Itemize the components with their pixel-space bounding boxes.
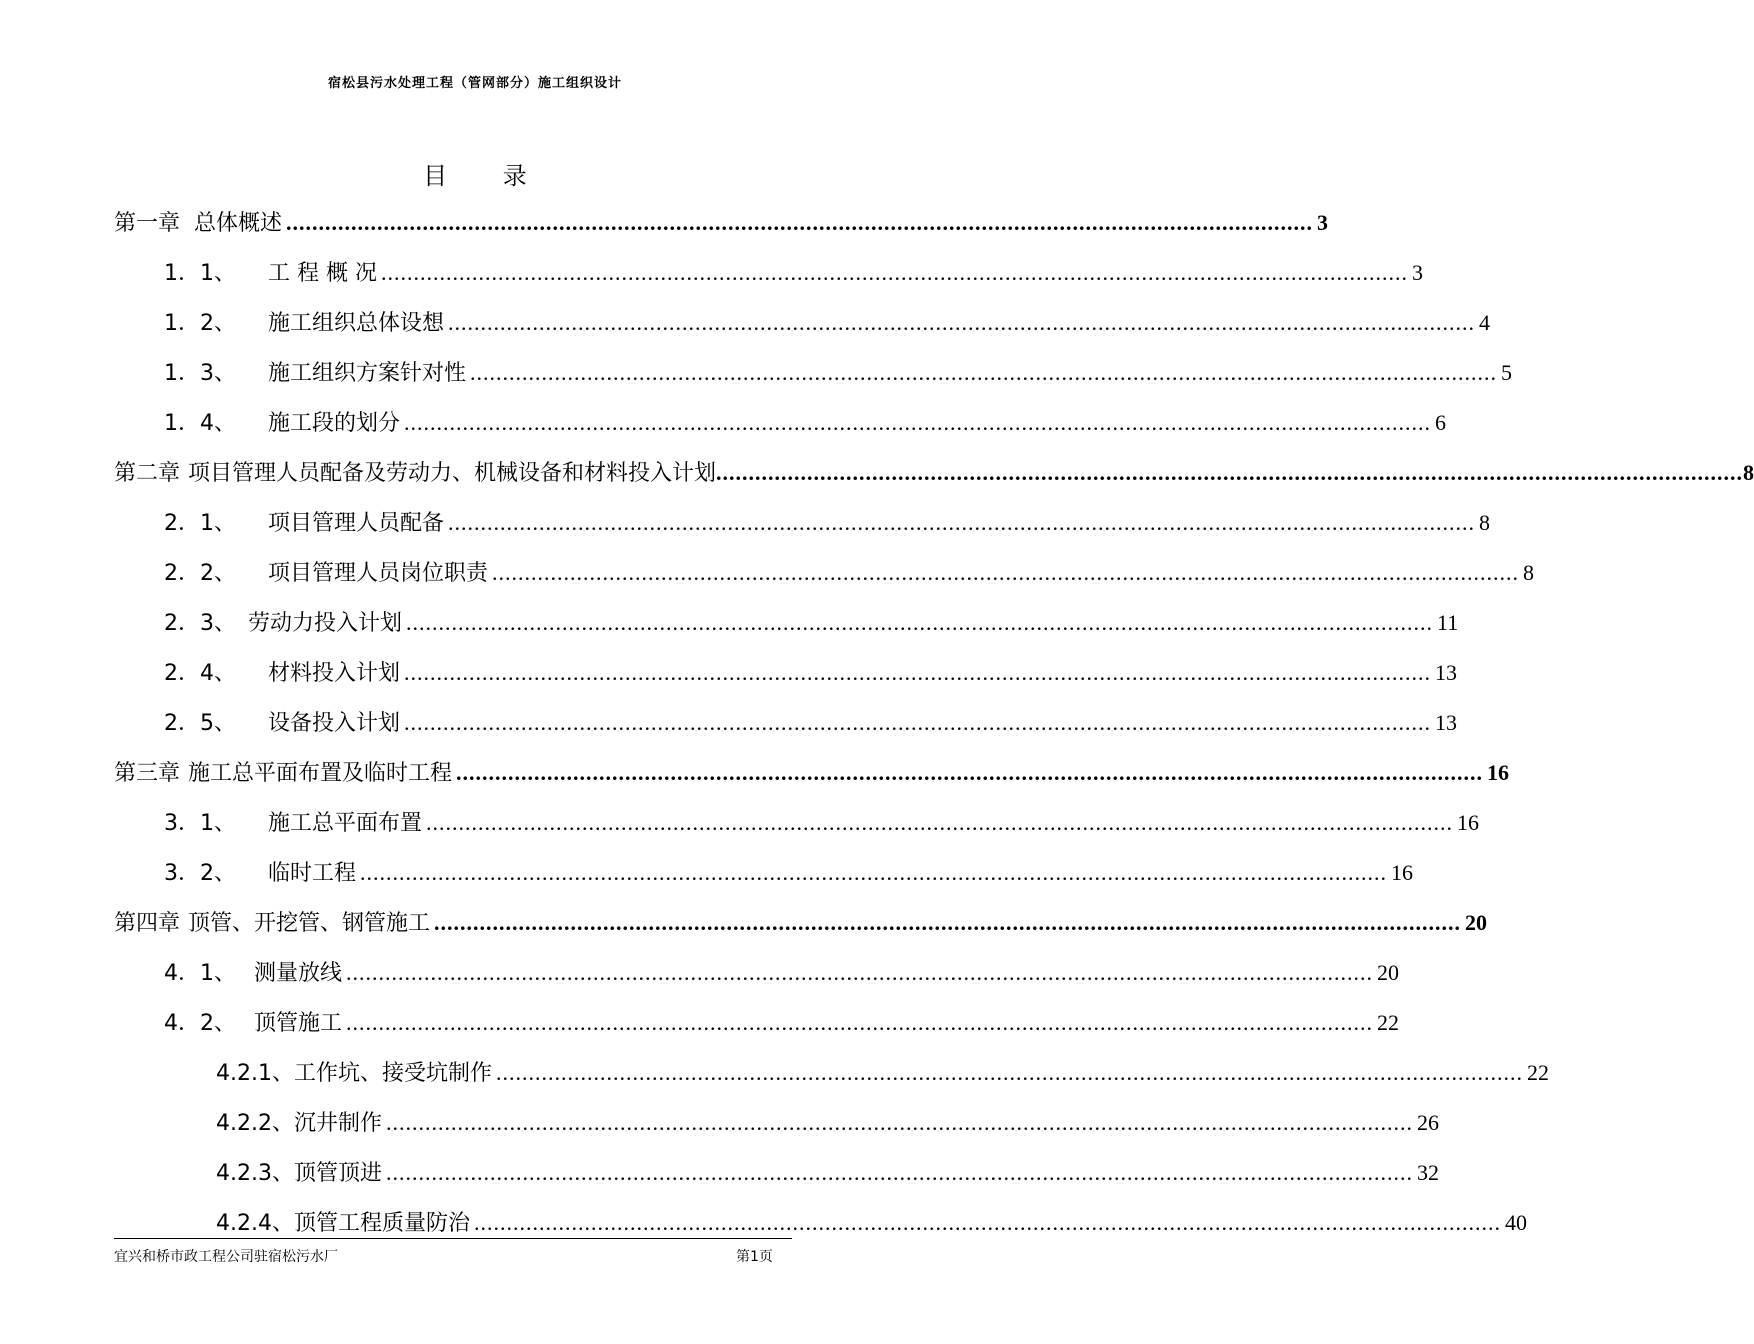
toc-entry-chapter-2[interactable] (0, 448, 1754, 498)
toc-entry-page: 20 (1465, 910, 1488, 935)
toc-entry-number: 1．4、 (164, 411, 236, 436)
toc-dot-leader: .............................................................................................................................................................. (473, 1210, 1501, 1235)
toc-dot-leader: .............................................................................................................................................................. (448, 510, 1476, 535)
toc-entry-4-2-2[interactable] (0, 1098, 1439, 1148)
toc-dot-leader: .............................................................................................................................................................. (286, 210, 1314, 235)
toc-dot-leader: .............................................................................................................................................................. (456, 760, 1484, 785)
toc-entry-label: 4.2.4、顶管工程质量防治 (216, 1211, 470, 1236)
running-header: 宿松县污水处理工程（管网部分）施工组织设计 (327, 76, 622, 91)
toc-entry-label: 4.2.2、沉井制作 (216, 1111, 382, 1136)
toc-entry-page: 16 (1391, 860, 1414, 885)
toc-entry-1-2[interactable] (0, 298, 1491, 348)
toc-dot-leader: .............................................................................................................................................................. (404, 410, 1432, 435)
toc-entry-label: 临时工程 (268, 861, 357, 886)
toc-dot-leader: .............................................................................................................................................................. (495, 1060, 1523, 1085)
toc-entry-label: 工 程 概 况 (268, 261, 377, 286)
toc-entry-label: 4.2.3、顶管顶进 (216, 1161, 382, 1186)
toc-entry-4-2-3[interactable] (0, 1148, 1439, 1198)
toc-entry-page: 3 (1317, 210, 1329, 235)
toc-entry-label: 测量放线 (254, 961, 343, 986)
toc-entry-label: 项目管理人员配备 (268, 511, 445, 536)
toc-dot-leader: .............................................................................................................................................................. (380, 260, 1408, 285)
toc-entry-label: 设备投入计划 (268, 711, 401, 736)
toc-entry-4-2[interactable] (0, 998, 1400, 1048)
toc-dot-leader: .............................................................................................................................................................. (404, 660, 1432, 685)
toc-entry-page: 22 (1377, 1010, 1400, 1035)
toc-entry-label: 施工总平面布置及临时工程 (188, 761, 453, 786)
toc-dot-leader: .............................................................................................................................................................. (492, 560, 1520, 585)
toc-entry-number: 1．1、 (164, 261, 236, 286)
toc-dot-leader: .............................................................................................................................................................. (385, 1110, 1413, 1135)
toc-dot-leader: .............................................................................................................................................................. (716, 460, 1744, 485)
toc-entry-number: 2．2、 (164, 561, 236, 586)
toc-entry-chapter-4[interactable] (0, 898, 1488, 948)
toc-entry-label: 总体概述 (194, 211, 283, 236)
toc-entry-page: 13 (1435, 710, 1458, 735)
toc-dot-leader: .............................................................................................................................................................. (404, 710, 1432, 735)
toc-entry-page: 4 (1479, 310, 1491, 335)
toc-entry-label: 劳动力投入计划 (248, 611, 403, 636)
toc-entry-page: 26 (1416, 1110, 1439, 1135)
toc-entry-4-2-4[interactable] (0, 1198, 1527, 1248)
toc-entry-3-1[interactable] (0, 798, 1480, 848)
toc-entry-2-2[interactable] (0, 548, 1535, 598)
toc-entry-page: 8 (1523, 560, 1535, 585)
toc-entry-label: 项目管理人员岗位职责 (268, 561, 489, 586)
toc-dot-leader: .............................................................................................................................................................. (346, 960, 1374, 985)
toc-entry-2-1[interactable] (0, 498, 1491, 548)
toc-entry-page: 16 (1487, 760, 1510, 785)
toc-entry-1-4[interactable] (0, 398, 1447, 448)
footer-divider (114, 1238, 792, 1239)
toc-entry-page: 16 (1457, 810, 1480, 835)
toc-entry-number: 2．1、 (164, 511, 236, 536)
toc-dot-leader: .............................................................................................................................................................. (426, 810, 1454, 835)
toc-entry-page: 11 (1437, 610, 1459, 635)
toc-entry-page: 6 (1435, 410, 1447, 435)
footer-page-number: 第1页 (736, 1249, 773, 1265)
toc-entry-label: 施工总平面布置 (268, 811, 423, 836)
table-of-contents (0, 198, 1754, 1248)
toc-entry-number: 1．2、 (164, 311, 236, 336)
toc-entry-number: 第四章 (114, 911, 181, 936)
toc-dot-leader: .............................................................................................................................................................. (360, 860, 1388, 885)
toc-entry-1-1[interactable] (0, 248, 1423, 298)
toc-entry-number: 2．5、 (164, 711, 236, 736)
toc-entry-page: 32 (1416, 1160, 1439, 1185)
toc-entry-label: 施工段的划分 (268, 411, 401, 436)
toc-entry-4-2-1[interactable] (0, 1048, 1549, 1098)
toc-entry-page: 3 (1411, 260, 1423, 285)
toc-title: 目 录 (423, 162, 551, 190)
toc-entry-page: 13 (1435, 660, 1458, 685)
toc-entry-chapter-3[interactable] (0, 748, 1510, 798)
toc-entry-label: 项目管理人员配备及劳动力、机械设备和材料投入计划 (188, 461, 717, 486)
toc-entry-number: 4．1、 (164, 961, 236, 986)
toc-entry-page: 8 (1479, 510, 1491, 535)
toc-entry-label: 施工组织总体设想 (268, 311, 445, 336)
toc-entry-label: 顶管施工 (254, 1011, 343, 1036)
toc-entry-label: 4.2.1、工作坑、接受坑制作 (216, 1061, 492, 1086)
toc-dot-leader: .............................................................................................................................................................. (434, 910, 1462, 935)
toc-entry-number: 第二章 (114, 461, 181, 486)
toc-entry-number: 4．2、 (164, 1011, 236, 1036)
toc-entry-2-3[interactable] (0, 598, 1459, 648)
toc-entry-page: 22 (1526, 1060, 1549, 1085)
toc-entry-number: 2．4、 (164, 661, 236, 686)
toc-entry-label: 施工组织方案针对性 (268, 361, 467, 386)
toc-entry-number: 3．1、 (164, 811, 236, 836)
toc-entry-page: 5 (1501, 360, 1513, 385)
toc-dot-leader: .............................................................................................................................................................. (346, 1010, 1374, 1035)
toc-entry-2-5[interactable] (0, 698, 1458, 748)
toc-dot-leader: .............................................................................................................................................................. (470, 360, 1498, 385)
toc-entry-page: 8 (1743, 460, 1754, 485)
toc-entry-page: 20 (1377, 960, 1400, 985)
toc-entry-label: 材料投入计划 (268, 661, 401, 686)
toc-entry-number: 2．3、 (164, 611, 236, 636)
toc-entry-chapter-1[interactable] (0, 198, 1329, 248)
footer-company: 宜兴和桥市政工程公司驻宿松污水厂 (114, 1249, 338, 1265)
toc-entry-number: 3．2、 (164, 861, 236, 886)
toc-entry-4-1[interactable] (0, 948, 1400, 998)
toc-entry-label: 顶管、开挖管、钢管施工 (188, 911, 431, 936)
toc-entry-2-4[interactable] (0, 648, 1458, 698)
toc-entry-number: 第三章 (114, 761, 181, 786)
toc-dot-leader: .............................................................................................................................................................. (406, 610, 1434, 635)
toc-entry-number: 第一章 (114, 211, 181, 236)
toc-dot-leader: .............................................................................................................................................................. (448, 310, 1476, 335)
toc-entry-1-3[interactable] (0, 348, 1513, 398)
toc-entry-number: 1．3、 (164, 361, 236, 386)
toc-dot-leader: .............................................................................................................................................................. (385, 1160, 1413, 1185)
toc-entry-3-2[interactable] (0, 848, 1414, 898)
toc-entry-page: 40 (1504, 1210, 1527, 1235)
